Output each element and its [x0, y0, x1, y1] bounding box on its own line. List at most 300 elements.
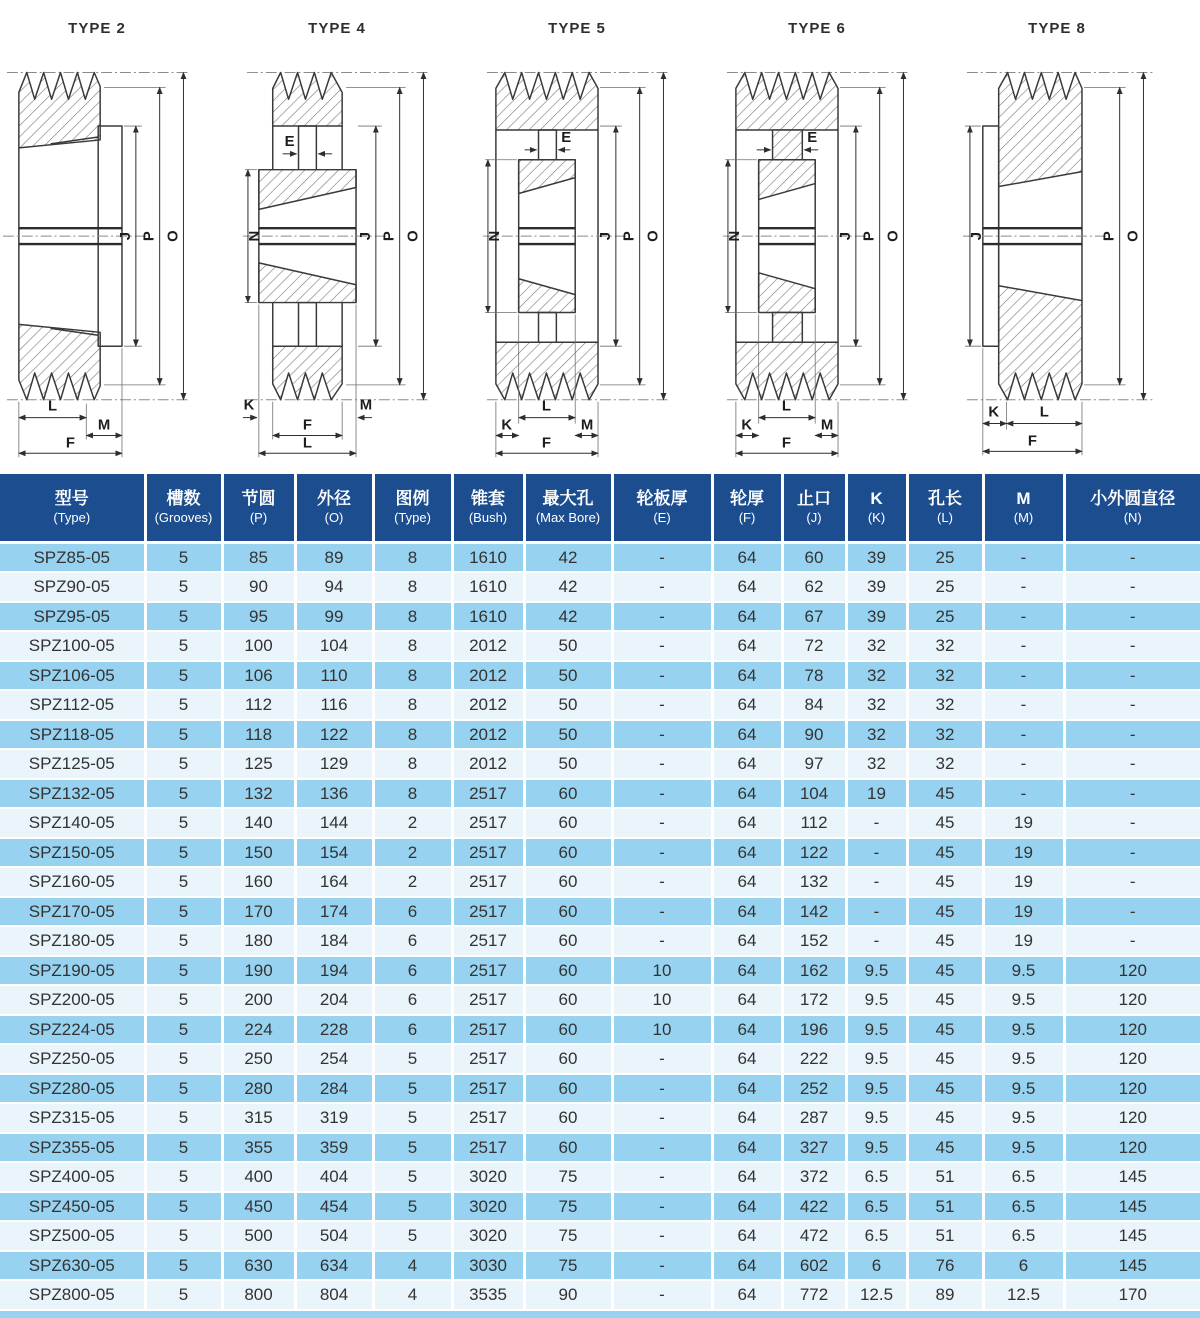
table-cell: -: [983, 572, 1064, 602]
table-cell: 170: [1064, 1280, 1200, 1310]
table-cell: 160: [222, 867, 295, 897]
dim-label-n: N: [246, 230, 263, 242]
table-cell: 64: [712, 602, 782, 632]
table-cell: 327: [782, 1133, 846, 1163]
model-cell: SPZ200-05: [0, 985, 145, 1015]
column-header-sublabel: (Max Bore): [535, 509, 601, 525]
table-cell: -: [983, 720, 1064, 750]
table-cell: 3020: [452, 1221, 524, 1251]
table-cell: 64: [712, 542, 782, 572]
diagram-type-4: [240, 20, 480, 474]
table-cell: 45: [907, 867, 983, 897]
column-header-label: M: [1016, 488, 1031, 508]
model-cell: SPZ170-05: [0, 897, 145, 927]
dim-label-f: F: [1027, 433, 1037, 450]
column-header: [782, 474, 846, 542]
table-cell: 122: [782, 838, 846, 868]
table-row: [0, 838, 1200, 868]
table-cell: 287: [782, 1103, 846, 1133]
table-cell: 2012: [452, 661, 524, 691]
dim-label-o: O: [165, 230, 182, 242]
table-cell: 5: [145, 1280, 222, 1310]
table-cell: 45: [907, 808, 983, 838]
model-cell: SPZ500-05: [0, 1221, 145, 1251]
table-cell: 42: [524, 542, 612, 572]
table-cell: 60: [524, 808, 612, 838]
table-cell: -: [983, 779, 1064, 809]
dim-label-k: K: [988, 404, 1000, 421]
model-cell: SPZ132-05: [0, 779, 145, 809]
table-cell: -: [612, 720, 712, 750]
table-cell: 9.5: [846, 1074, 907, 1104]
table-cell: 90: [222, 572, 295, 602]
table-cell: 32: [846, 661, 907, 691]
dim-label-j: J: [597, 231, 614, 241]
table-cell: 5: [145, 956, 222, 986]
table-row: [0, 1133, 1200, 1163]
table-cell: 19: [983, 897, 1064, 927]
table-cell: 97: [782, 749, 846, 779]
table-cell: 89: [295, 542, 373, 572]
table-cell: 5: [373, 1221, 452, 1251]
table-cell: -: [1064, 779, 1200, 809]
table-cell: 120: [1064, 985, 1200, 1015]
table-cell: -: [612, 838, 712, 868]
table-cell: 2517: [452, 1074, 524, 1104]
diagram-type-8: [960, 20, 1200, 474]
table-cell: -: [612, 1074, 712, 1104]
table-cell: 5: [373, 1192, 452, 1222]
table-cell: 359: [295, 1133, 373, 1163]
table-cell: 19: [983, 926, 1064, 956]
table-cell: 50: [524, 749, 612, 779]
table-cell: 2517: [452, 926, 524, 956]
table-cell: 64: [712, 1044, 782, 1074]
model-cell: SPZ112-05: [0, 690, 145, 720]
table-cell: 9.5: [983, 1103, 1064, 1133]
table-cell: 5: [145, 1162, 222, 1192]
table-cell: 280: [222, 1074, 295, 1104]
table-cell: 32: [907, 631, 983, 661]
table-cell: 120: [1064, 1103, 1200, 1133]
table-row: [0, 572, 1200, 602]
table-cell: 5: [145, 1133, 222, 1163]
table-cell: 64: [712, 749, 782, 779]
table-cell: 5: [145, 867, 222, 897]
pulley-cross-section-drawing: [1, 41, 239, 461]
table-cell: 120: [1064, 1074, 1200, 1104]
table-cell: 5: [145, 1074, 222, 1104]
table-cell: 60: [524, 779, 612, 809]
table-cell: 152: [782, 926, 846, 956]
table-cell: 6: [846, 1251, 907, 1281]
table-cell: 142: [782, 897, 846, 927]
column-header-sublabel: (Grooves): [154, 509, 213, 525]
table-cell: -: [612, 1162, 712, 1192]
table-cell: 64: [712, 1192, 782, 1222]
table-cell: 64: [712, 926, 782, 956]
table-cell: 45: [907, 1015, 983, 1045]
table-cell: 32: [907, 720, 983, 750]
table-cell: 25: [907, 542, 983, 572]
table-cell: 100: [222, 631, 295, 661]
table-cell: -: [1064, 602, 1200, 632]
table-cell: 150: [222, 838, 295, 868]
table-cell: 76: [907, 1251, 983, 1281]
table-cell: 32: [846, 749, 907, 779]
model-cell: SPZ280-05: [0, 1074, 145, 1104]
model-cell: SPZ190-05: [0, 956, 145, 986]
column-header: [373, 474, 452, 542]
table-cell: 132: [222, 779, 295, 809]
column-header: [612, 474, 712, 542]
dim-label-l: L: [781, 398, 791, 415]
dim-label-j: J: [837, 231, 854, 241]
diagram-title: TYPE 6: [788, 20, 846, 37]
table-cell: 2012: [452, 720, 524, 750]
table-cell: -: [1064, 867, 1200, 897]
table-cell: 9.5: [983, 1133, 1064, 1163]
table-cell: 5: [145, 602, 222, 632]
table-cell: 45: [907, 779, 983, 809]
table-cell: 19: [983, 867, 1064, 897]
column-header-label: K: [870, 488, 883, 508]
table-cell: -: [612, 1103, 712, 1133]
table-cell: 64: [712, 867, 782, 897]
table-cell: 8: [373, 602, 452, 632]
table-cell: 164: [295, 867, 373, 897]
table-cell: 2517: [452, 1015, 524, 1045]
table-cell: 64: [712, 897, 782, 927]
table-cell: 45: [907, 1044, 983, 1074]
table-cell: 6: [373, 985, 452, 1015]
table-cell: 64: [712, 956, 782, 986]
table-row: [0, 1192, 1200, 1222]
table-cell: 50: [524, 720, 612, 750]
table-row: [0, 1074, 1200, 1104]
table-cell: 144: [295, 808, 373, 838]
table-cell: 8: [373, 720, 452, 750]
table-cell: 8: [373, 572, 452, 602]
table-cell: 5: [145, 720, 222, 750]
model-cell: SPZ95-05: [0, 602, 145, 632]
dim-label-l: L: [1039, 404, 1049, 421]
table-cell: 6.5: [983, 1192, 1064, 1222]
column-header-sublabel: (Type): [53, 509, 91, 525]
table-cell: -: [612, 1251, 712, 1281]
table-cell: 12.5: [983, 1280, 1064, 1310]
model-cell: SPZ100-05: [0, 631, 145, 661]
table-row: [0, 956, 1200, 986]
table-cell: 1610: [452, 542, 524, 572]
dim-label-f: F: [302, 417, 312, 434]
table-cell: 252: [782, 1074, 846, 1104]
table-cell: 78: [782, 661, 846, 691]
pulley-type-diagrams: [0, 0, 1200, 474]
table-cell: 32: [907, 661, 983, 691]
table-cell: 254: [295, 1044, 373, 1074]
table-cell: 45: [907, 956, 983, 986]
table-cell: 10: [612, 985, 712, 1015]
column-header-label: 最大孔: [542, 488, 594, 508]
model-cell: SPZ355-05: [0, 1133, 145, 1163]
table-cell: 60: [782, 542, 846, 572]
dim-label-p: P: [861, 231, 878, 242]
diagram-title: TYPE 8: [1028, 20, 1086, 37]
table-cell: 64: [712, 1103, 782, 1133]
table-cell: 90: [524, 1280, 612, 1310]
model-cell: SPZ800-05: [0, 1280, 145, 1310]
table-cell: -: [983, 690, 1064, 720]
table-row: [0, 897, 1200, 927]
table-cell: 10: [612, 1015, 712, 1045]
table-cell: 32: [846, 720, 907, 750]
table-row: [0, 808, 1200, 838]
diagram-type-6: [720, 20, 960, 474]
table-row: [0, 631, 1200, 661]
table-cell: 170: [222, 897, 295, 927]
table-cell: 5: [145, 749, 222, 779]
table-cell: 355: [222, 1133, 295, 1163]
dim-label-j: J: [117, 231, 134, 241]
column-header-label: 槽数: [166, 488, 201, 508]
table-cell: 3030: [452, 1251, 524, 1281]
table-cell: -: [846, 926, 907, 956]
dim-label-p: P: [141, 231, 158, 242]
table-cell: 8: [373, 690, 452, 720]
table-cell: 25: [907, 572, 983, 602]
table-cell: 5: [145, 631, 222, 661]
column-header-sublabel: (L): [937, 509, 953, 525]
table-cell: 162: [782, 956, 846, 986]
table-cell: 9.5: [983, 1044, 1064, 1074]
table-cell: 42: [524, 602, 612, 632]
table-row: [0, 749, 1200, 779]
table-cell: 5: [373, 1133, 452, 1163]
table-cell: 94: [295, 572, 373, 602]
table-cell: 9.5: [846, 985, 907, 1015]
column-header: [0, 474, 145, 542]
table-cell: 196: [782, 1015, 846, 1045]
spec-table-body: [0, 542, 1200, 1310]
table-cell: 84: [782, 690, 846, 720]
table-cell: 45: [907, 985, 983, 1015]
table-cell: -: [1064, 690, 1200, 720]
model-cell: SPZ450-05: [0, 1192, 145, 1222]
table-cell: 2012: [452, 631, 524, 661]
table-cell: 19: [983, 808, 1064, 838]
dim-label-f: F: [781, 435, 791, 452]
table-cell: 120: [1064, 1015, 1200, 1045]
table-cell: -: [612, 1133, 712, 1163]
table-cell: 222: [782, 1044, 846, 1074]
column-header: [295, 474, 373, 542]
table-cell: 19: [983, 838, 1064, 868]
table-cell: 2517: [452, 838, 524, 868]
table-cell: 9.5: [983, 985, 1064, 1015]
table-cell: 60: [524, 897, 612, 927]
column-header-label: 轮板厚: [636, 488, 688, 508]
dim-label-l: L: [541, 398, 551, 415]
table-cell: 112: [782, 808, 846, 838]
column-header: [907, 474, 983, 542]
table-cell: 224: [222, 1015, 295, 1045]
table-cell: 319: [295, 1103, 373, 1133]
table-cell: 60: [524, 1074, 612, 1104]
table-cell: 45: [907, 897, 983, 927]
table-cell: 132: [782, 867, 846, 897]
table-cell: 75: [524, 1221, 612, 1251]
table-cell: 5: [145, 542, 222, 572]
table-cell: 39: [846, 602, 907, 632]
pulley-cross-section-drawing: [961, 41, 1199, 461]
table-cell: -: [612, 661, 712, 691]
table-cell: 250: [222, 1044, 295, 1074]
table-row: [0, 1044, 1200, 1074]
table-cell: 64: [712, 572, 782, 602]
table-cell: 9.5: [983, 1074, 1064, 1104]
table-cell: 2517: [452, 867, 524, 897]
column-header-label: 型号: [54, 488, 89, 508]
model-cell: SPZ85-05: [0, 542, 145, 572]
table-cell: 6.5: [846, 1221, 907, 1251]
column-header: [712, 474, 782, 542]
column-header-label: 小外圆直径: [1090, 488, 1176, 508]
table-bottom-partial-row: [0, 1311, 1200, 1318]
table-cell: 6.5: [846, 1192, 907, 1222]
table-row: [0, 867, 1200, 897]
table-cell: 125: [222, 749, 295, 779]
dim-label-j: J: [357, 231, 374, 241]
table-cell: 504: [295, 1221, 373, 1251]
column-header-sublabel: (F): [738, 509, 756, 525]
column-header: [145, 474, 222, 542]
table-cell: 9.5: [983, 956, 1064, 986]
table-cell: 64: [712, 631, 782, 661]
dim-label-e: E: [561, 129, 572, 146]
table-row: [0, 985, 1200, 1015]
table-cell: 454: [295, 1192, 373, 1222]
spec-table-header-row: [0, 474, 1200, 542]
table-cell: 64: [712, 1221, 782, 1251]
dim-label-l: L: [48, 398, 58, 415]
model-cell: SPZ140-05: [0, 808, 145, 838]
column-header-sublabel: (K): [867, 509, 886, 525]
table-cell: 110: [295, 661, 373, 691]
table-cell: 6.5: [983, 1221, 1064, 1251]
dim-label-k: K: [741, 417, 753, 434]
dim-label-e: E: [284, 133, 295, 150]
table-cell: 75: [524, 1192, 612, 1222]
table-cell: 5: [145, 808, 222, 838]
table-cell: 472: [782, 1221, 846, 1251]
table-cell: -: [1064, 572, 1200, 602]
column-header-sublabel: (M): [1013, 509, 1034, 525]
model-cell: SPZ400-05: [0, 1162, 145, 1192]
table-cell: 5: [145, 1192, 222, 1222]
table-cell: 50: [524, 661, 612, 691]
column-header-sublabel: (Type): [394, 509, 431, 525]
dim-label-m: M: [580, 417, 594, 434]
table-row: [0, 720, 1200, 750]
table-row: [0, 779, 1200, 809]
dim-label-m: M: [820, 417, 834, 434]
column-header-sublabel: (J): [806, 509, 822, 525]
table-cell: -: [983, 661, 1064, 691]
table-row: [0, 602, 1200, 632]
table-cell: 5: [145, 985, 222, 1015]
table-cell: 3020: [452, 1192, 524, 1222]
column-header-label: 外径: [317, 488, 351, 508]
column-header: [846, 474, 907, 542]
table-row: [0, 542, 1200, 572]
table-cell: -: [983, 631, 1064, 661]
table-cell: 32: [907, 749, 983, 779]
table-row: [0, 1221, 1200, 1251]
table-cell: 6: [373, 897, 452, 927]
table-cell: 120: [1064, 956, 1200, 986]
column-header-label: 锥套: [471, 488, 505, 508]
table-cell: 50: [524, 631, 612, 661]
table-cell: 1610: [452, 572, 524, 602]
table-cell: 5: [145, 897, 222, 927]
table-cell: 62: [782, 572, 846, 602]
table-cell: 5: [145, 1044, 222, 1074]
table-cell: 9.5: [983, 1015, 1064, 1045]
table-cell: 5: [373, 1044, 452, 1074]
table-cell: 5: [145, 838, 222, 868]
table-cell: -: [612, 572, 712, 602]
table-cell: 51: [907, 1221, 983, 1251]
column-header-label: 轮厚: [730, 488, 764, 508]
dim-label-m: M: [359, 397, 373, 414]
table-cell: 804: [295, 1280, 373, 1310]
table-cell: 315: [222, 1103, 295, 1133]
table-cell: 8: [373, 779, 452, 809]
table-cell: 19: [846, 779, 907, 809]
table-cell: 25: [907, 602, 983, 632]
pulley-cross-section-drawing: [241, 41, 479, 461]
table-cell: 5: [373, 1074, 452, 1104]
diagram-type-2: [0, 20, 240, 474]
table-cell: 180: [222, 926, 295, 956]
table-cell: 64: [712, 1133, 782, 1163]
table-cell: 450: [222, 1192, 295, 1222]
table-cell: 9.5: [846, 1015, 907, 1045]
column-header-label: 节圆: [241, 488, 276, 508]
table-cell: -: [612, 602, 712, 632]
table-cell: 634: [295, 1251, 373, 1281]
table-cell: 60: [524, 1133, 612, 1163]
table-row: [0, 1103, 1200, 1133]
table-cell: 85: [222, 542, 295, 572]
table-cell: 190: [222, 956, 295, 986]
table-cell: 45: [907, 926, 983, 956]
table-cell: -: [1064, 749, 1200, 779]
table-cell: 39: [846, 542, 907, 572]
table-cell: 2012: [452, 690, 524, 720]
table-cell: 5: [145, 690, 222, 720]
column-header: [222, 474, 295, 542]
table-cell: -: [612, 926, 712, 956]
table-cell: 5: [145, 1103, 222, 1133]
model-cell: SPZ150-05: [0, 838, 145, 868]
table-cell: -: [983, 542, 1064, 572]
table-cell: 75: [524, 1162, 612, 1192]
table-cell: 42: [524, 572, 612, 602]
table-cell: 39: [846, 572, 907, 602]
table-cell: 400: [222, 1162, 295, 1192]
